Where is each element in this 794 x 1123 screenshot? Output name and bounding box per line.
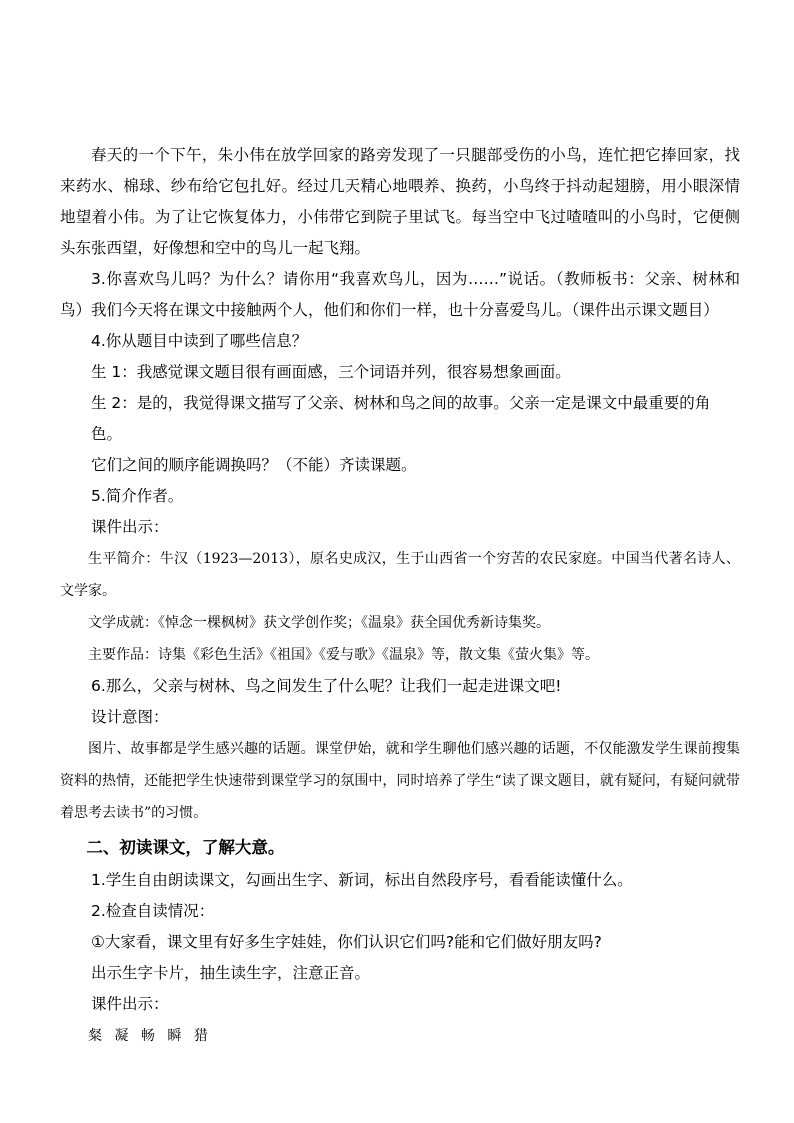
question-6: 6.那么，父亲与树林、鸟之间发生了什么呢？让我们一起走进课文吧! — [91, 677, 562, 695]
student-answer-1: 生 1：我感觉课文题目很有画面感，三个词语并列，很容易想象画面。 — [91, 363, 571, 381]
courseware-label-1: 课件出示： — [91, 518, 169, 536]
author-works: 主要作品：诗集《彩色生活》《祖国》《爱与歌》《温泉》等，散文集《萤火集》等。 — [88, 647, 599, 663]
author-bio: 生平简介：牛汉（1923—2013），原名史成汉，生于山西省一个穷苦的农民家庭。中国当代著名诗人、文学家。 — [60, 551, 740, 599]
section-heading: 二、初读课文，了解大意。 — [86, 838, 285, 857]
question-5: 5.简介作者。 — [91, 487, 184, 505]
order-question: 它们之间的顺序能调换吗？（不能）齐读课题。 — [91, 456, 417, 474]
new-characters: 粲 凝 畅 瞬 猎 — [88, 1028, 212, 1044]
document-content — [60, 140, 740, 1052]
step-2: 2.检查自读情况： — [91, 902, 215, 920]
courseware-label-2: 课件出示： — [91, 995, 169, 1013]
design-intent-label: 设计意图： — [91, 708, 169, 726]
student-answer-2: 生 2：是的，我觉得课文描写了父亲、树林和鸟之间的故事。父亲一定是课文中最重要的角色。 — [91, 394, 711, 443]
step-1: 1.学生自由朗读课文，勾画出生字、新词，标出自然段序号，看看能读懂什么。 — [91, 871, 633, 889]
story-paragraph: 春天的一个下午，朱小伟在放学回家的路旁发现了一只腿部受伤的小鸟，连忙把它捧回家，找来药水、棉球、纱布给它包扎好。经过几天精心地喂养、换药，小鸟终于抖动起翅膀，用小眼深情地望着小伟。为了让它恢复体力，小伟带它到院子里试飞。每当空中飞过喳喳叫的小鸟时，它便侧头东张西望，好像想和空中的鸟儿一起飞翔。 — [60, 146, 740, 257]
question-3: 3.你喜欢鸟儿吗？为什么？请你用“我喜欢鸟儿，因为……”说话。（教师板书：父亲、树林和鸟）我们今天将在课文中接触两个人，他们和你们一样，也十分喜爱鸟儿。（课件出示课文题目） — [60, 270, 740, 319]
show-cards: 出示生字卡片，抽生读生字，注意正音。 — [91, 964, 371, 982]
design-intent-text: 图片、故事都是学生感兴趣的话题。课堂伊始，就和学生聊他们感兴趣的话题，不仅能激发学生课前搜集资料的热情，还能把学生快速带到课堂学习的氛围中，同时培养了学生“读了课文题目，就有疑问，有疑问就带着思考去读书”的习惯。 — [60, 741, 740, 821]
question-4: 4.你从题目中读到了哪些信息？ — [91, 332, 308, 350]
step-2-1: ①大家看，课文里有好多生字娃娃，你们认识它们吗?能和它们做好朋友吗? — [91, 933, 602, 951]
author-achievements: 文学成就：《悼念一棵枫树》获文学创作奖；《温泉》获全国优秀新诗集奖。 — [88, 615, 550, 631]
